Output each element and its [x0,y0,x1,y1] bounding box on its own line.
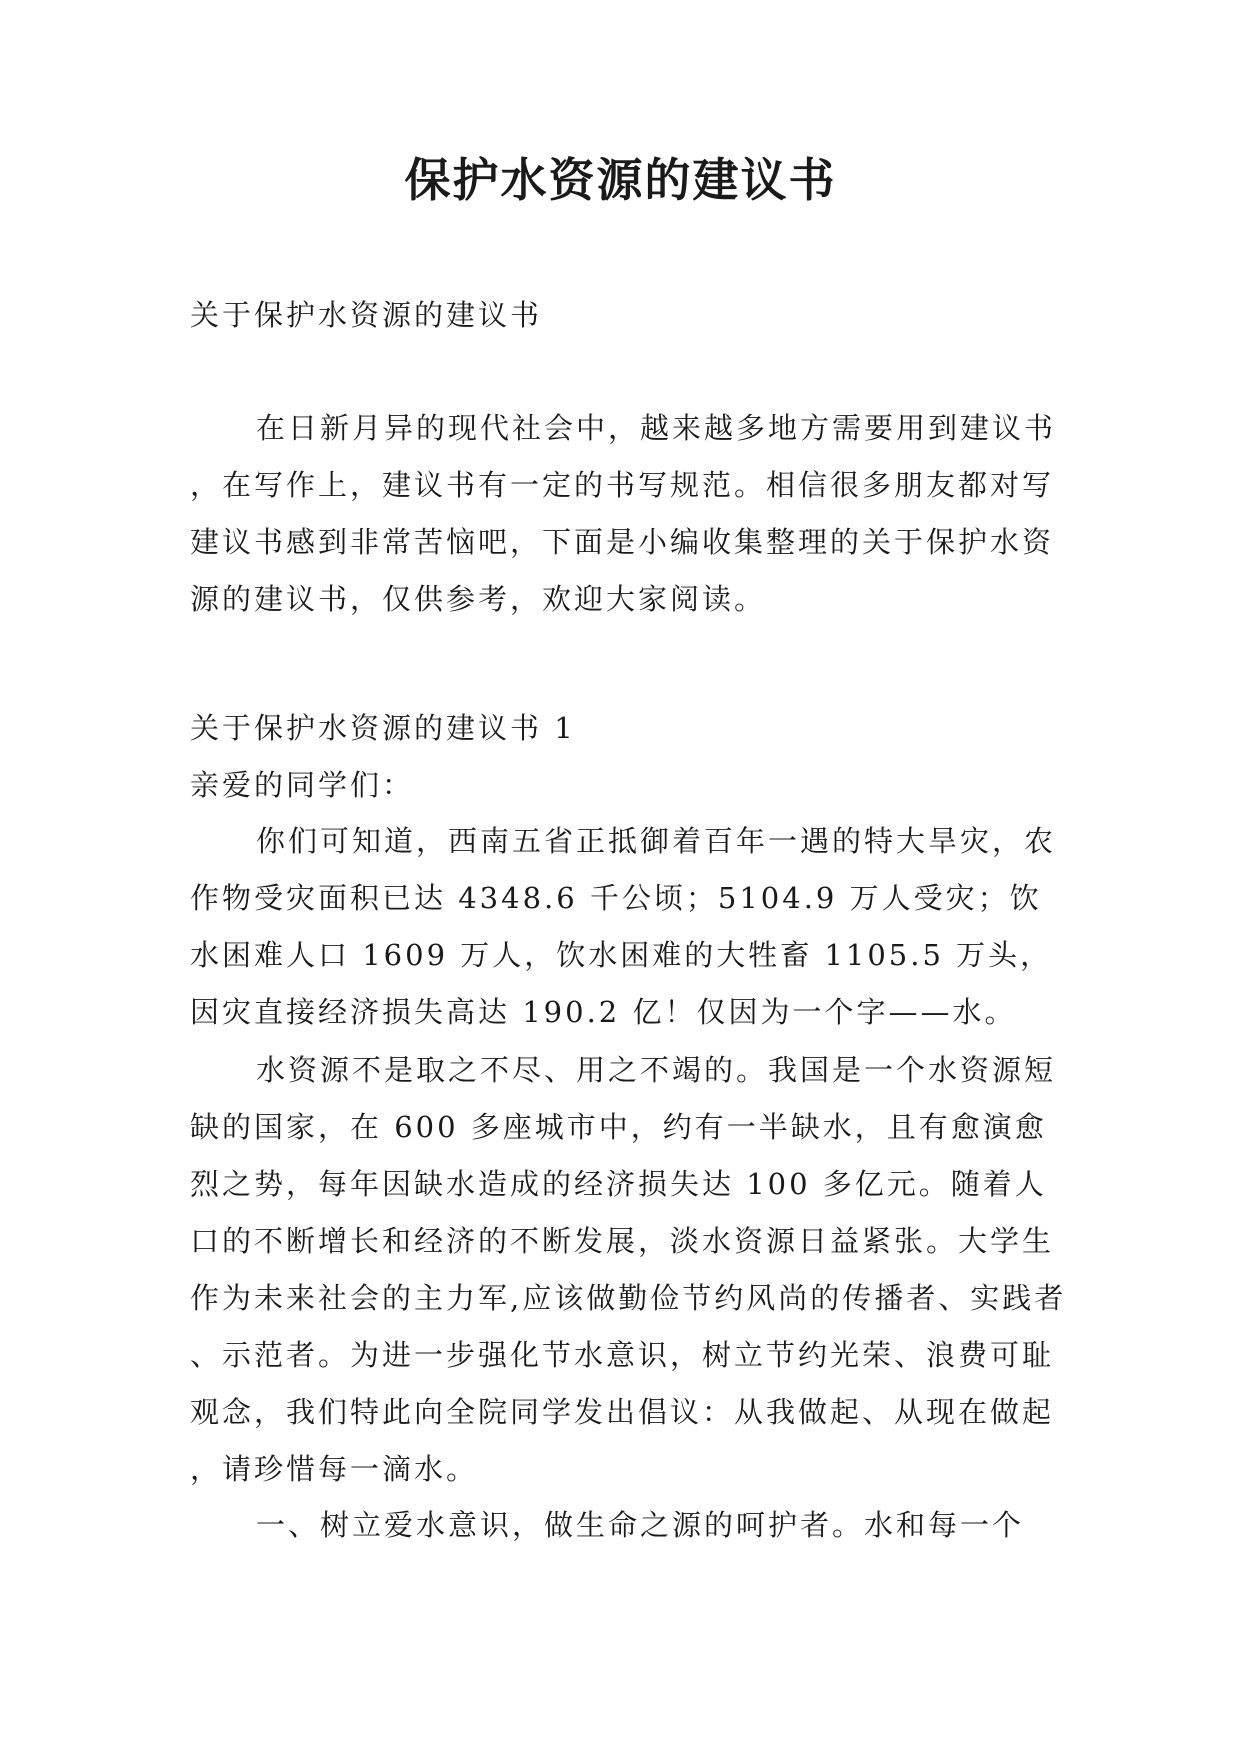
intro-paragraph: 在日新月异的现代社会中，越来越多地方需要用到建议书，在写作上，建议书有一定的书写规范。相信很多朋友都对写建议书感到非常苦恼吧，下面是小编收集整理的关于保护水资源的建议书，仅供参考，欢迎大家阅读。 [190,411,1057,616]
section-heading: 关于保护水资源的建议书 1 [190,711,576,745]
document-title: 保护水资源的建议书 [404,153,837,207]
document-subtitle: 关于保护水资源的建议书 [190,298,543,332]
body-paragraph: 你们可知道，西南五省正抵御着百年一遇的特大旱灾，农作物受灾面积已达 4348.6 千公顷；5104.9 万人受灾；饮水困难人口 1609 万人，饮水困难的大牲畜 1105.5 万头，因灾直接经济损失高达 190.2 亿！仅因为一个字——水。 [190,824,1057,1029]
salutation: 亲爱的同学们： [190,768,415,802]
body-paragraph: 一、树立爱水意识，做生命之源的呵护者。水和每一个 [256,1508,1025,1542]
body-paragraph: 水资源不是取之不尽、用之不竭的。我国是一个水资源短缺的国家，在 600 多座城市中，约有一半缺水，且有愈演愈烈之势，每年因缺水造成的经济损失达 100 多亿元。随着人口的不断增长和经济的不断发展，淡水资源日益紧张。大学生作为未来社会的主力军,应该做勤俭节约风尚的传播者、实践者、示范者。为进一步强化节水意识，树立节约光荣、浪费可耻观念，我们特此向全院同学发出倡议：从我做起、从现在做起，请珍惜每一滴水。 [190,1053,1067,1486]
